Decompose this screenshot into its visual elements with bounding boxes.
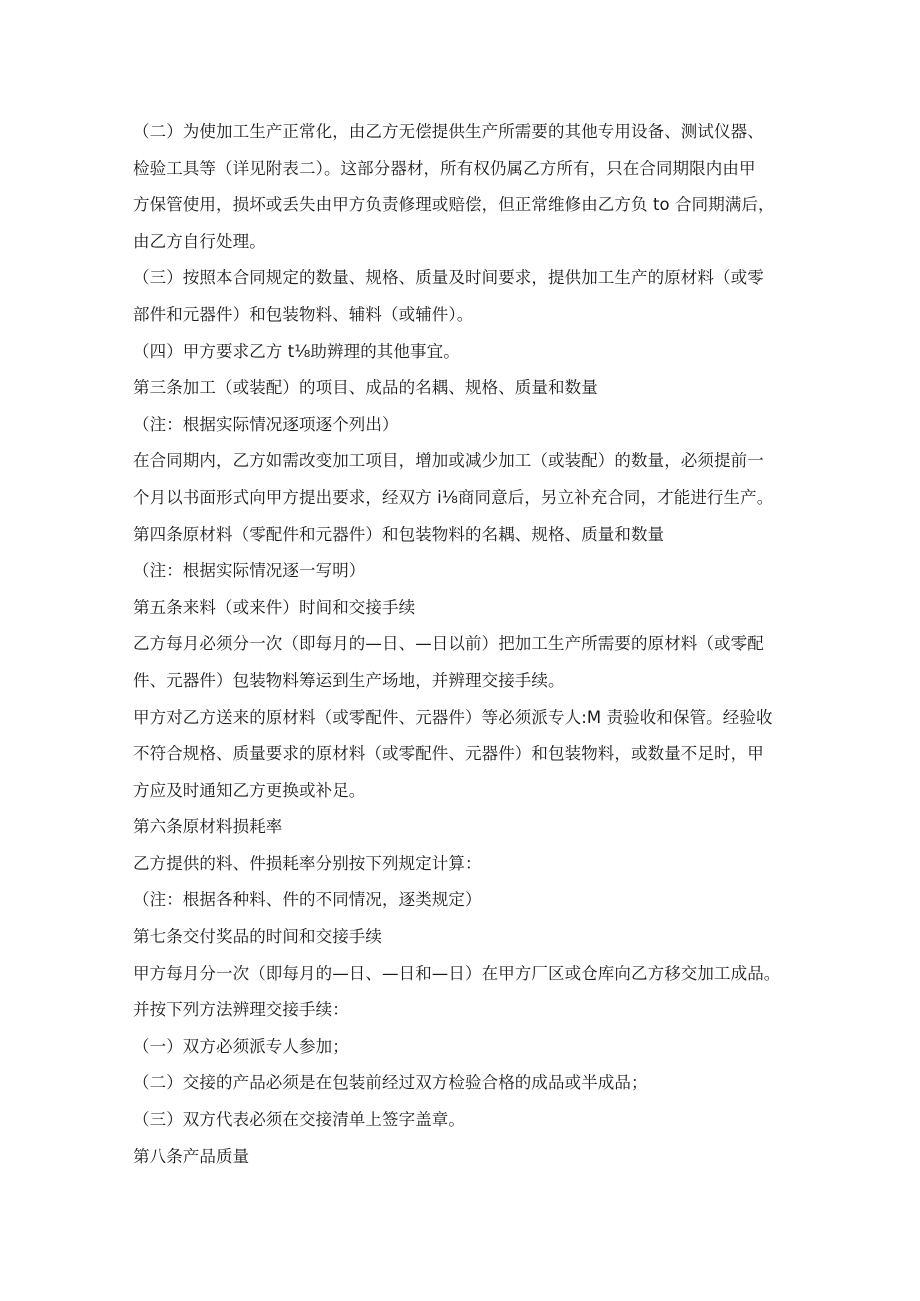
note-line: （注：根据实际情况逐项逐个列出） — [133, 414, 399, 434]
section-heading: 第七条交付奖品的时间和交接手续 — [133, 927, 382, 947]
text-line: 个月以书面形式向甲方提出要求，经双方 i⅛商同意后，另立补充合同，才能进行生产。 — [133, 487, 774, 507]
section-heading: 第六条原材料损耗率 — [133, 817, 283, 837]
document-body — [133, 114, 793, 1175]
list-item: （一）双方必须派专人参加； — [133, 1036, 349, 1056]
text-line: （二）为使加工生产正常化，由乙方无偿提供生产所需要的其他专用设备、测试仪器、 — [133, 122, 764, 141]
text-line: 检验工具等（详见附表二）。这部分器材，所有权仍属乙方所有，只在合同期限内由甲 — [133, 158, 756, 178]
text-line: 方应及时通知乙方更换或补足。 — [133, 780, 366, 800]
text-line: （三）按照本合同规定的数量、规格、质量及时间要求，提供加工生产的原材料（或零 — [133, 268, 764, 288]
text-line: 方保管使用，损坏或丢失由甲方负责修理或赔偿，但正常维修由乙方负 to 合同期满后， — [133, 195, 775, 215]
section-heading: 第八条产品质量 — [133, 1146, 250, 1166]
text-line: 由乙方自行处理。 — [133, 231, 266, 251]
list-item: （三）双方代表必须在交接清单上签字盖章。 — [133, 1110, 465, 1130]
list-item: （二）交接的产品必须是在包装前经过双方检验合格的成品或半成品； — [133, 1073, 648, 1093]
note-line: （注：根据各种料、件的不同情况，逐类规定） — [133, 890, 482, 910]
text-line: 并按下列方法辨理交接手续： — [133, 1000, 349, 1020]
text-line: （四）甲方要求乙方 t⅛助辨理的其他事宜。 — [133, 341, 460, 361]
text-line: 甲方每月分一次（即每月的—日、—日和—日）在甲方厂区或仓库向乙方移交加工成品。 — [133, 963, 781, 983]
text-line: 在合同期内，乙方如需改变加工项目，增加或减少加工（或装配）的数量，必须提前一 — [133, 451, 764, 471]
text-line: 甲方对乙方送来的原材料（或零配件、元器件）等必须派专人:M 责验收和保管。经验收 — [133, 707, 773, 727]
section-heading: 第四条原材料（零配件和元器件）和包装物料的名耦、规格、质量和数量 — [133, 524, 665, 544]
text-line: 部件和元器件）和包装物料、辅料（或辅件）。 — [133, 304, 474, 324]
note-line: （注：根据实际情况逐一写明） — [133, 561, 366, 581]
text-line: 件、元器件）包装物料筹运到生产场地，并辨理交接手续。 — [133, 670, 565, 690]
text-line: 乙方提供的料、件损耗率分别按下列规定计算： — [133, 853, 482, 873]
text-line: 不符合规格、质量要求的原材料（或零配件、元器件）和包装物料，或数量不足时，甲 — [133, 744, 764, 764]
section-heading: 第三条加工（或装配）的项目、成品的名耦、规格、质量和数量 — [133, 378, 598, 398]
text-line: 乙方每月必须分一次（即每月的—日、—日以前）把加工生产所需要的原材料（或零配 — [133, 634, 764, 654]
section-heading: 第五条来料（或来件）时间和交接手续 — [133, 597, 416, 617]
